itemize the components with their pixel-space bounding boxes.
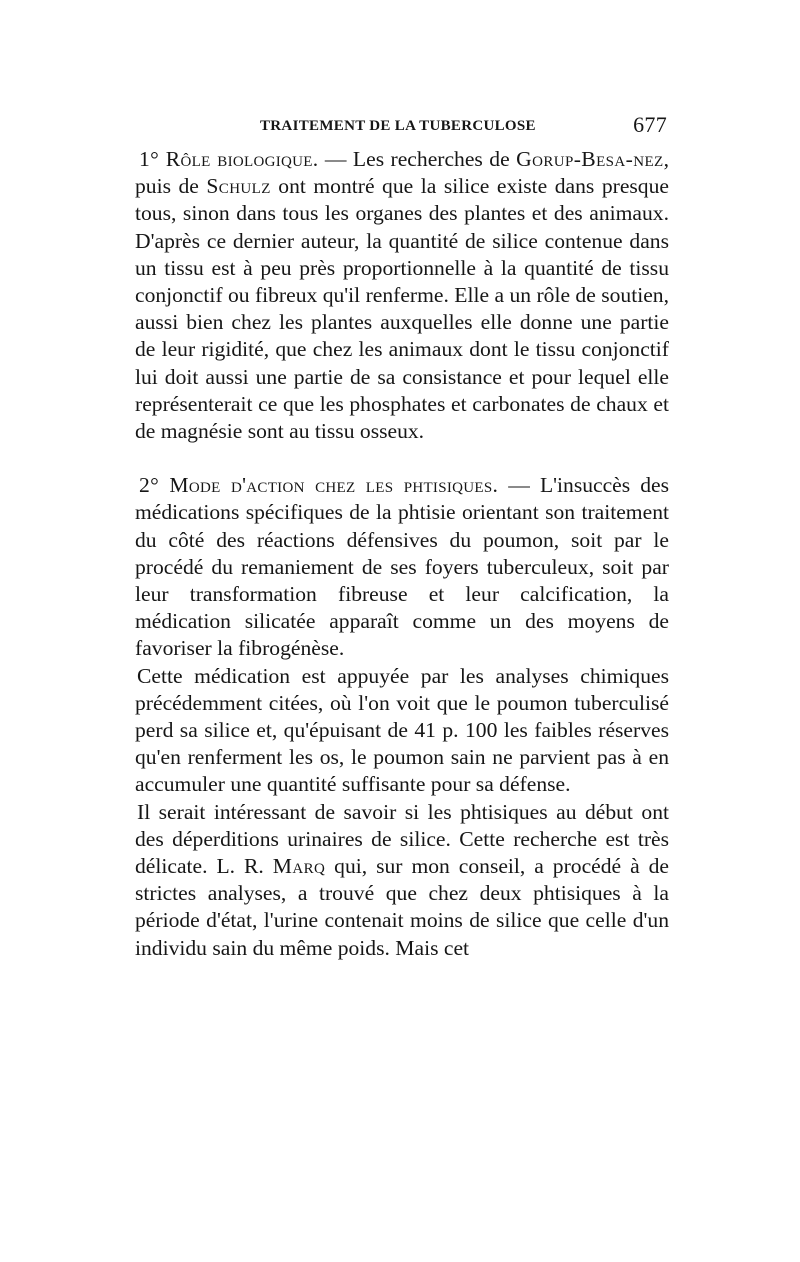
paragraph-deperditions	[135, 799, 669, 962]
text-run: qui, sur mon conseil, a procédé à de strictes analyses, a trouvé que chez deux phtisiques à la période d'état, l'urine contenait moins de silice que celle d'un individu sain du même poids. Mais cet	[135, 854, 669, 960]
text-run: L'insuccès des médications spécifiques de la phtisie orientant son traitement du côté des réactions défensives du poumon, soit par le procédé du remaniement de ses foyers tuberculeux, soit par leur transformation fibreuse et leur calcification, la médication silicatée apparaît comme un des moyens de favoriser la fibrogénèse.	[135, 473, 670, 661]
book-page	[135, 112, 669, 962]
text-run: Il serait intéressant de savoir si les phtisiques au début ont des déperditions urinaires de silice. Cette recherche est très délicate. L. R.	[135, 799, 669, 879]
text-run: , puis de	[135, 147, 669, 199]
author-name: Schulz	[206, 174, 271, 199]
em-dash: —	[498, 473, 540, 498]
running-title: TRAITEMENT DE LA TUBERCULOSE	[260, 118, 536, 134]
section-heading-role-biologique: 1° Rôle biologique.	[139, 147, 319, 171]
em-dash: —	[318, 147, 353, 171]
author-name: Marq	[272, 854, 326, 879]
author-name: Gorup-Besa-nez	[516, 147, 664, 171]
page-number: 677	[633, 112, 667, 137]
text-run: Les recherches de	[352, 147, 517, 171]
text-run: ont montré que la silice existe dans presque tous, sinon dans tous les organes des plantes et des animaux. D'après ce dernier auteur, la quantité de silice contenue dans un tissu est à peu près proportionnelle à la quantité de tissu conjonctif ou fibreux qu'il renferme. Elle a un rôle de soutien, aussi bien chez les plantes auxquelles elle donne une partie de leur rigidité, que chez les animaux dont le tissu conjonctif lui doit aussi une partie de sa consistance et pour lequel elle représenterait ce que les phosphates et carbonates de chaux et de magnésie sont au tissu osseux.	[135, 174, 669, 444]
paragraph-mode-action	[135, 472, 669, 662]
section-heading-mode-action: 2° Mode d'action chez les phtisiques.	[139, 473, 499, 498]
section-spacer	[135, 445, 669, 472]
running-header	[135, 112, 669, 146]
paragraph-role-biologique	[135, 146, 669, 445]
paragraph-medication: Cette médication est appuyée par les analyses chimiques précédemment citées, où l'on voit que le poumon tuberculisé perd sa silice et, qu'épuisant de 41 p. 100 les faibles réserves qu'en renferment les os, le poumon sain ne parvient pas à en accumuler une quantité suffisante pour sa défense.	[135, 663, 669, 797]
